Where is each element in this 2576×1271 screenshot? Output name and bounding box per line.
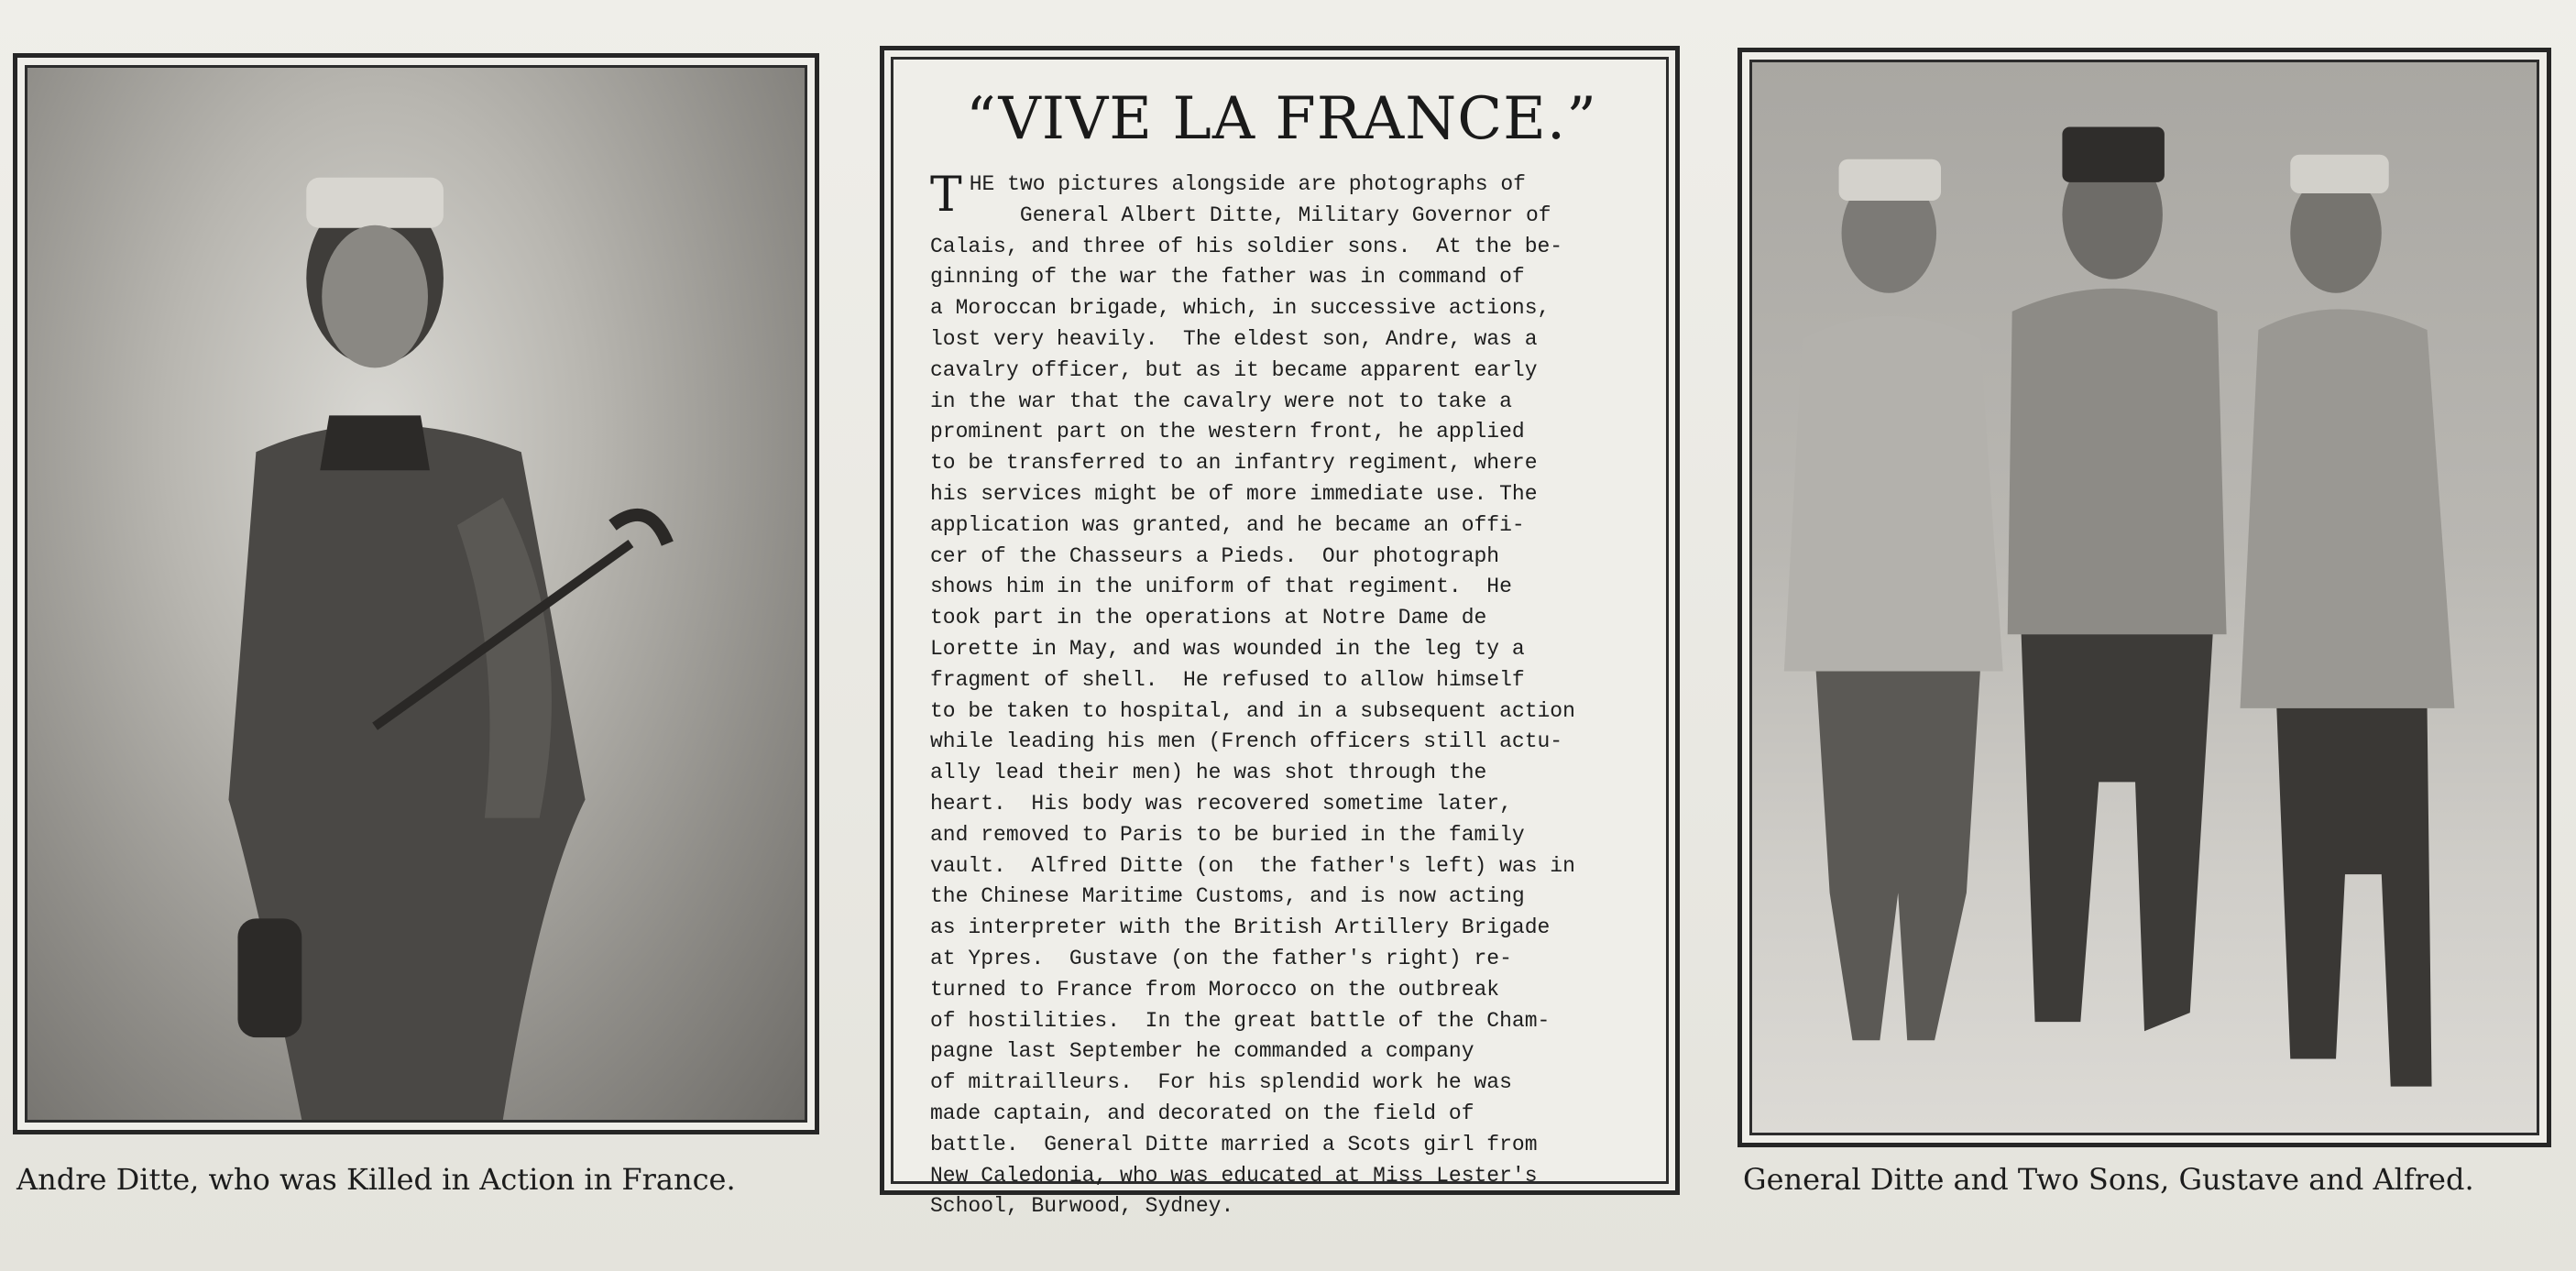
- left-photo-caption: Andre Ditte, who was Killed in Action in France.: [16, 1162, 736, 1197]
- article-line: application was granted, and he became an offi-: [930, 512, 1525, 537]
- article-dropcap: T: [930, 168, 962, 223]
- article-line: Calais, and three of his soldier sons. At the be-: [930, 234, 1563, 258]
- article-line: of hostilities. In the great battle of the Cham-: [930, 1008, 1551, 1033]
- article-line: shows him in the uniform of that regiment. He: [930, 575, 1512, 599]
- article-line: as interpreter with the British Artillery Brigade: [930, 915, 1551, 940]
- article-line: his services might be of more immediate use. The: [930, 481, 1538, 506]
- article-line: while leading his men (French officers still actu-: [930, 729, 1563, 754]
- article-line: pagne last September he commanded a company: [930, 1039, 1474, 1064]
- article-inner: [891, 57, 1669, 1219]
- article-line: turned to France from Morocco on the outbreak: [930, 977, 1500, 1002]
- article-headline: “VIVE LA FRANCE.”: [966, 85, 1597, 153]
- article-line: prominent part on the western front, he applied: [930, 420, 1525, 444]
- right-photo-frame: [1737, 48, 2551, 1147]
- article-line: battle. General Ditte married a Scots girl from: [930, 1132, 1538, 1156]
- article-line: to be transferred to an infantry regiment, where: [930, 451, 1538, 476]
- article-line: New Caledonia, who was educated at Miss Lester's: [930, 1163, 1538, 1188]
- article-lines: [930, 170, 1633, 1222]
- article-line: heart. His body was recovered sometime later,: [930, 791, 1512, 816]
- article-line: School, Burwood, Sydney.: [930, 1194, 1234, 1219]
- article-line: Lorette in May, and was wounded in the leg ty a: [930, 636, 1525, 661]
- article-line: cer of the Chasseurs a Pieds. Our photograph: [930, 543, 1500, 568]
- article-line: and removed to Paris to be buried in the family: [930, 822, 1525, 847]
- article-line: lost very heavily. The eldest son, Andre, was a: [930, 326, 1538, 351]
- article-line: General Albert Ditte, Military Governor of: [969, 203, 1551, 227]
- article-body: [930, 170, 1633, 1222]
- article-line: ginning of the war the father was in command of: [930, 265, 1525, 290]
- article-line: HE two pictures alongside are photographs of: [969, 172, 1526, 196]
- article-line: of mitrailleurs. For his splendid work he was: [930, 1070, 1512, 1095]
- left-photo-frame: [13, 53, 819, 1134]
- article-line: made captain, and decorated on the field of: [930, 1101, 1474, 1125]
- article-line: at Ypres. Gustave (on the father's right) re-: [930, 946, 1512, 970]
- article-box: [880, 46, 1680, 1219]
- article-line: in the war that the cavalry were not to take a: [930, 389, 1512, 413]
- article-line: ally lead their men) he was shot through the: [930, 761, 1487, 785]
- article-line: the Chinese Maritime Customs, and is now acting: [930, 884, 1525, 909]
- article-line: fragment of shell. He refused to allow himself: [930, 667, 1525, 692]
- article-line: cavalry officer, but as it became apparent early: [930, 357, 1538, 382]
- right-photo: [1749, 60, 2539, 1135]
- article-line: vault. Alfred Ditte (on the father's left) was in: [930, 853, 1575, 878]
- right-photo-caption: General Ditte and Two Sons, Gustave and Alfred.: [1743, 1162, 2474, 1197]
- article-line: a Moroccan brigade, which, in successive actions,: [930, 296, 1551, 321]
- article-line: to be taken to hospital, and in a subsequent action: [930, 698, 1575, 723]
- left-photo: [25, 65, 807, 1123]
- article-line: took part in the operations at Notre Dame de: [930, 606, 1487, 630]
